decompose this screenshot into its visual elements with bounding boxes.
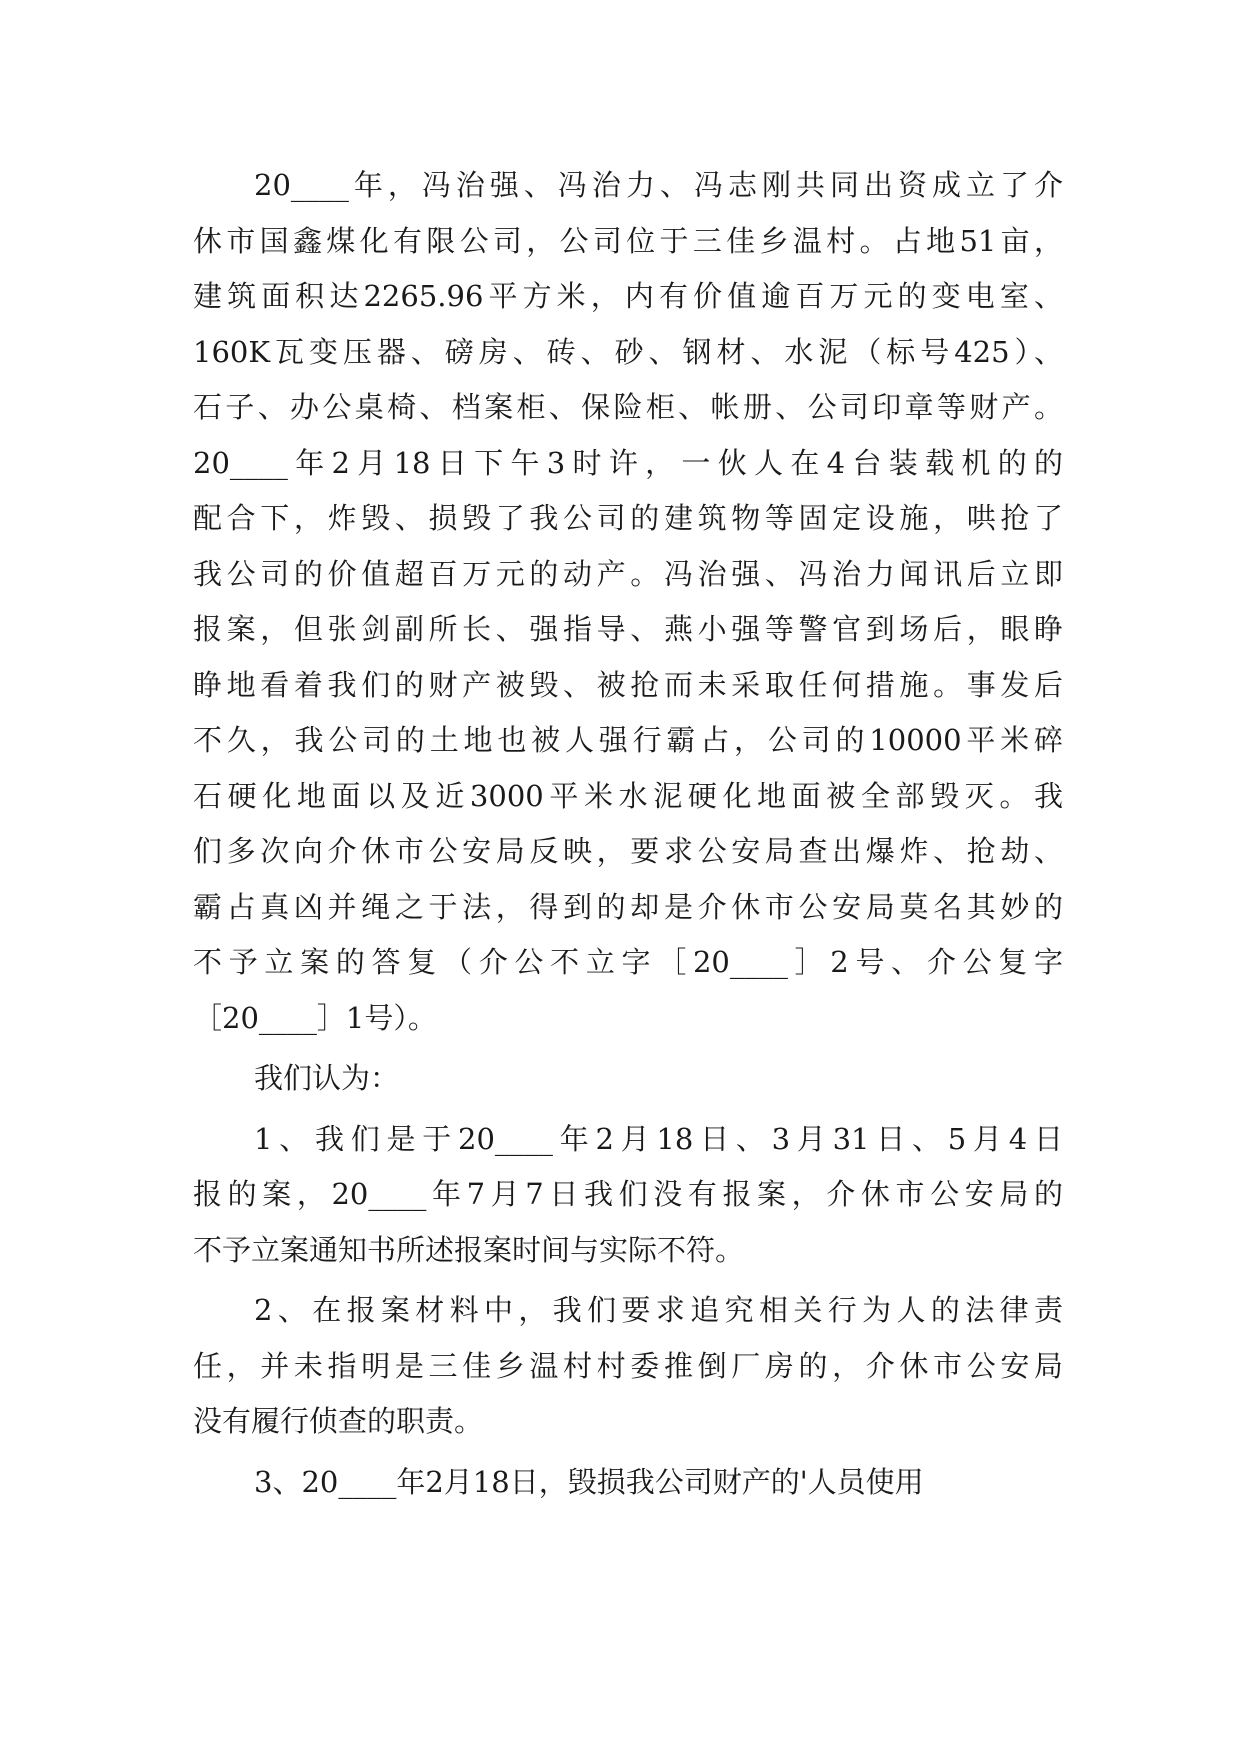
text-line: 不予立案通知书所述报案时间与实际不符。 bbox=[193, 1232, 745, 1267]
text-line: 不久，我公司的土地也被人强行霸占，公司的10000平米碎 bbox=[193, 723, 1063, 757]
text-line: 报案，但张剑副所长、强指导、燕小强等警官到场后，眼睁 bbox=[193, 612, 1063, 646]
text-line: 霸占真凶并绳之于法，得到的却是介休市公安局莫名其妙的 bbox=[193, 889, 1063, 924]
text-line: 们多次向介休市公安局反映，要求公安局查出爆炸、抢劫、 bbox=[193, 834, 1063, 868]
text-line: 20____年2月18日下午3时许，一伙人在4台装载机的的 bbox=[193, 445, 1063, 480]
text-line: 睁地看着我们的财产被毁、被抢而未采取任何措施。事发后 bbox=[193, 667, 1063, 702]
paragraph bbox=[193, 1112, 1063, 1279]
paragraph bbox=[193, 158, 1063, 1046]
text-line: 石子、办公桌椅、档案柜、保险柜、帐册、公司印章等财产。 bbox=[193, 390, 1063, 424]
text-line: 石硬化地面以及近3000平米水泥硬化地面被全部毁灭。我 bbox=[193, 778, 1063, 813]
text-line: 休市国鑫煤化有限公司，公司位于三佳乡温村。占地51亩， bbox=[193, 223, 1063, 258]
text-line: 建筑面积达2265.96平方米，内有价值逾百万元的变电室、 bbox=[193, 279, 1063, 313]
paragraph bbox=[193, 1283, 1063, 1450]
text-line: 报的案，20____年7月7日我们没有报案，介休市公安局的 bbox=[193, 1177, 1063, 1211]
document-body bbox=[193, 158, 1063, 1510]
paragraph bbox=[193, 1455, 1063, 1511]
text-line: 不予立案的答复（介公不立字［20____］2号、介公复字 bbox=[193, 945, 1063, 979]
text-line: 任，并未指明是三佳乡温村村委推倒厂房的，介休市公安局 bbox=[193, 1348, 1063, 1383]
text-line: 我们认为： bbox=[254, 1061, 400, 1095]
text-line: 160K瓦变压器、磅房、砖、砂、钢材、水泥（标号425）、 bbox=[193, 334, 1063, 369]
text-line: 3、20____年2月18日，毁损我公司财产的'人员使用 bbox=[254, 1464, 924, 1499]
text-line: 没有履行侦查的职责。 bbox=[193, 1404, 484, 1438]
text-line: 配合下，炸毁、损毁了我公司的建筑物等固定设施，哄抢了 bbox=[193, 501, 1063, 535]
text-line: 20____年，冯治强、冯治力、冯志刚共同出资成立了介 bbox=[254, 168, 1063, 202]
text-line: 2、在报案材料中，我们要求追究相关行为人的法律责 bbox=[254, 1293, 1063, 1327]
text-line: 我公司的价值超百万元的动产。冯治强、冯治力闻讯后立即 bbox=[193, 556, 1063, 591]
paragraph bbox=[193, 1051, 1063, 1107]
text-line: 1、我们是于20____年2月18日、3月31日、5月4日 bbox=[254, 1121, 1063, 1156]
text-line: ［20____］1号）。 bbox=[193, 1000, 437, 1035]
